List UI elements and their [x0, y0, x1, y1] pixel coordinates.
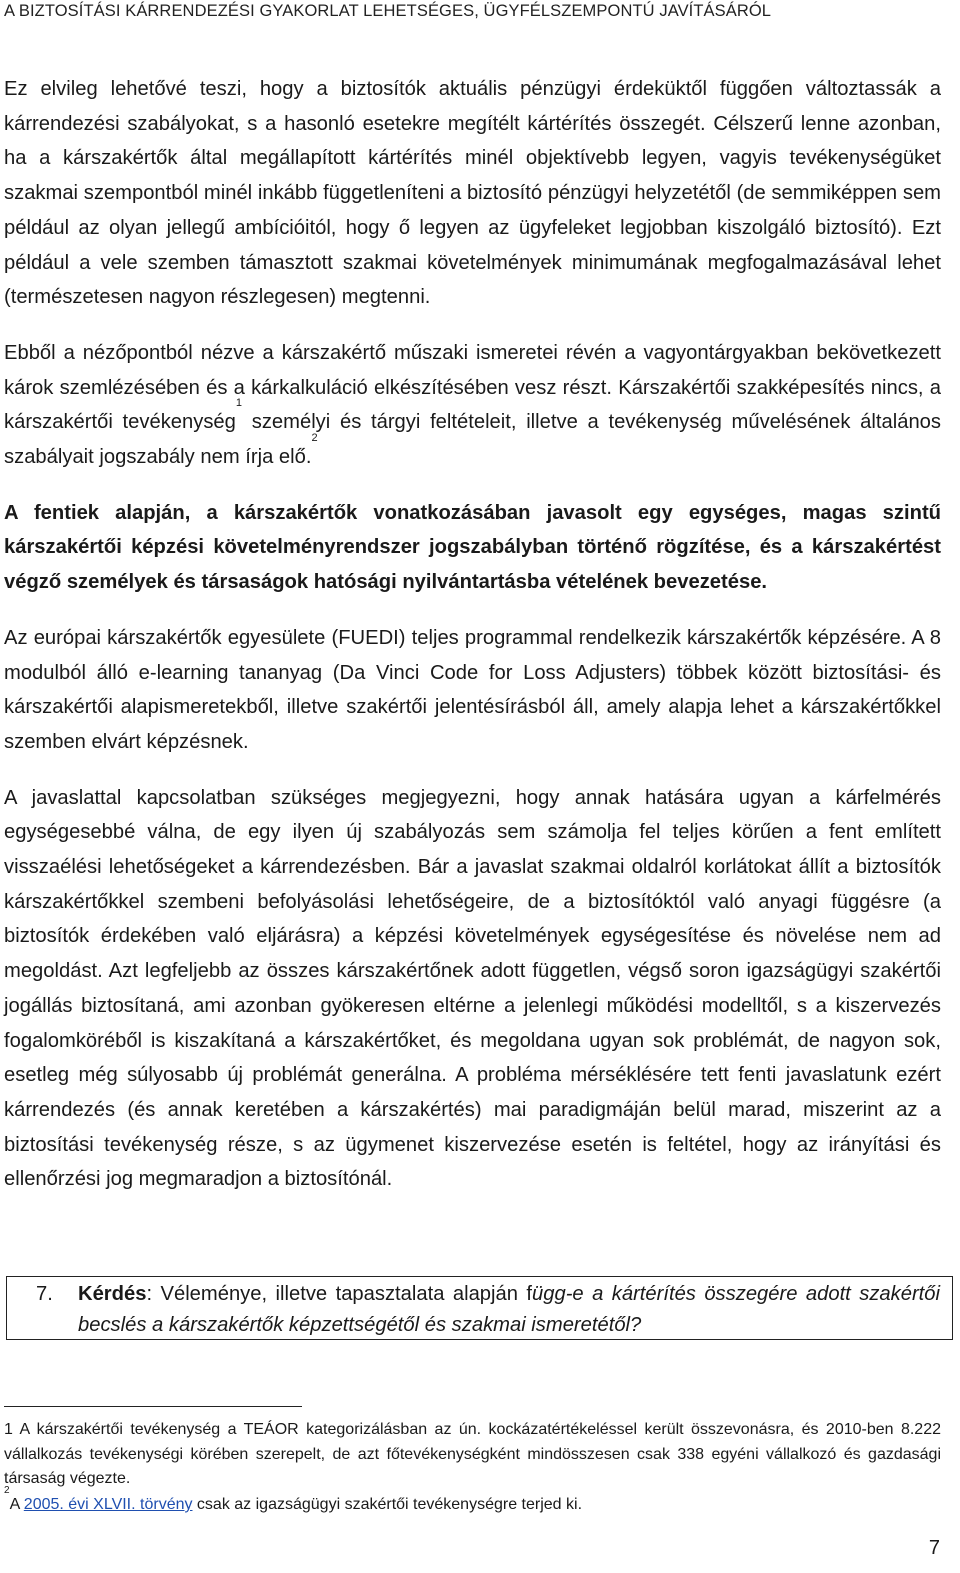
footnote-2-post: csak az igazságügyi szakértői tevékenységre terjed ki.	[192, 1496, 583, 1513]
question-italic: ügg-e a kártérítés összegére adott szakértői becslés a kárszakértők képzettségétől és szakmai ismeretétől?	[78, 1283, 941, 1336]
footnote-ref-1[interactable]: 1	[235, 397, 243, 410]
law-link[interactable]: 2005. évi XLVII. törvény	[23, 1496, 193, 1513]
footnote-2	[4, 1485, 941, 1518]
footnote-2-pre: A	[9, 1496, 24, 1513]
question-colon: :	[146, 1283, 161, 1305]
footnote-ref-2[interactable]: 2	[311, 432, 318, 445]
paragraph-2-part-b: személyi és tárgyi feltételeit, illetve a tevékenység művelésének általános szabályait jogszabály nem írja elő.	[4, 411, 941, 469]
paragraph-2	[4, 336, 941, 475]
paragraph-2-part-a: Ebből a nézőpontból nézve a kárszakértő műszaki ismeretei révén a vagyontárgyakban bekövetkezett károk szemlézésében és a kárkalkuláció elkészítésében vesz részt. Kárszakértői szakképesítés nincs, a kárszakértői tevékenység	[4, 341, 941, 434]
question-number: 7.	[36, 1283, 53, 1305]
question-plain: Véleménye, illetve tapasztalata alapján f	[160, 1283, 533, 1305]
paragraph-1: Ez elvileg lehetővé teszi, hogy a biztosítók aktuális pénzügyi érdeküktől függően változtassák a kárrendezési szabályokat, s a hasonló esetekre megítélt kártérítés összegét. Célszerű lenne azonban, ha a kárszakértők által megállapított kártérítés minél objektívebb legyen, vagyis tevékenységüket szakmai szempontból minél inkább függetleníteni a biztosító pénzügyi helyzetétől (de semmiképpen sem például az olyan jellegű ambícióitól, hogy ő legyen az ügyfeleket legjobban kiszolgáló biztosító). Ezt például a vele szemben támasztott szakmai követelmények minimumának megfogalmazásával lehet (természetesen nagyon részlegesen) megtenni.	[4, 78, 941, 309]
paragraph-4: Az európai kárszakértők egyesülete (FUEDI) teljes programmal rendelkezik kárszakértők képzésére. A 8 modulból álló e-learning tananyag (Da Vinci Code for Loss Adjusters) többek között biztosítási- és kárszakértői alapismeretekből, illetve szakértői jelentésírásból áll, amely alapja lehet a kárszakértőkkel szemben elvárt képzésnek.	[4, 626, 941, 753]
running-header: A BIZTOSÍTÁSI KÁRRENDEZÉSI GYAKORLAT LEHETSÉGES, ÜGYFÉLSZEMPONTÚ JAVÍTÁSÁRÓL	[4, 2, 772, 20]
document-body	[4, 72, 941, 1197]
page-number: 7	[928, 1537, 940, 1559]
footnote-2-mark: 2	[4, 1485, 10, 1496]
question-label: Kérdés	[78, 1283, 147, 1305]
footnote-1: 1 A kárszakértői tevékenység a TEÁOR kategorizálásban az ún. kockázatértékeléssel került összevonásra, és 2010-ben 8.222 vállalkozás tevékenységi körében szerepelt, de azt főtevékenységként mindösszesen csak 338 egyéni vállalkozó és gazdasági társaság végezte.	[4, 1421, 941, 1487]
paragraph-5: A javaslattal kapcsolatban szükséges megjegyezni, hogy annak hatására ugyan a kárfelmérés egységesebbé válna, de egy ilyen új szabályozás sem számolja fel teljes körűen a fent említett visszaélési lehetőségeket a kárrendezésben. Bár a javaslat szakmai oldalról korlátokat állít a biztosítók kárszakértőkkel szembeni befolyásolási lehetőségeire, de a biztosítóktól való anyagi függésre (a biztosítók érdekében való eljárásra) a képzési követelmények egységesítése és növelése nem ad megoldást. Azt legfeljebb az összes kárszakértőnek adott független, végső soron igazságügyi szakértői jogállás biztosítaná, ami azonban gyökeresen eltérne a jelenlegi működési modelltől, s a kiszervezés fogalomköréből is kiszakítaná a kárszakértőket, és megoldana ugyan sok problémát, de nagyon sok, esetleg még súlyosabb új problémát generálna. A probléma mérséklésére tett fenti javaslatunk ezért kárrendezés (és annak keretében a kárszakértés) mai paradigmáján belül marad, miszerint az a biztosítási tevékenység része, s az ügymenet kiszervezése esetén is feltétel, hogy az irányítási és ellenőrzési jog megmaradjon a biztosítónál.	[4, 786, 941, 1191]
question-text	[78, 1279, 940, 1341]
footnote-separator	[4, 1406, 302, 1407]
paragraph-3-proposal: A fentiek alapján, a kárszakértők vonatkozásában javasolt egy egységes, magas szintű kárszakértői képzési követelményrendszer jogszabályban történő rögzítése, és a kárszakértést végző személyek és társaságok hatósági nyilvántartásba vételének bevezetése.	[4, 501, 941, 594]
